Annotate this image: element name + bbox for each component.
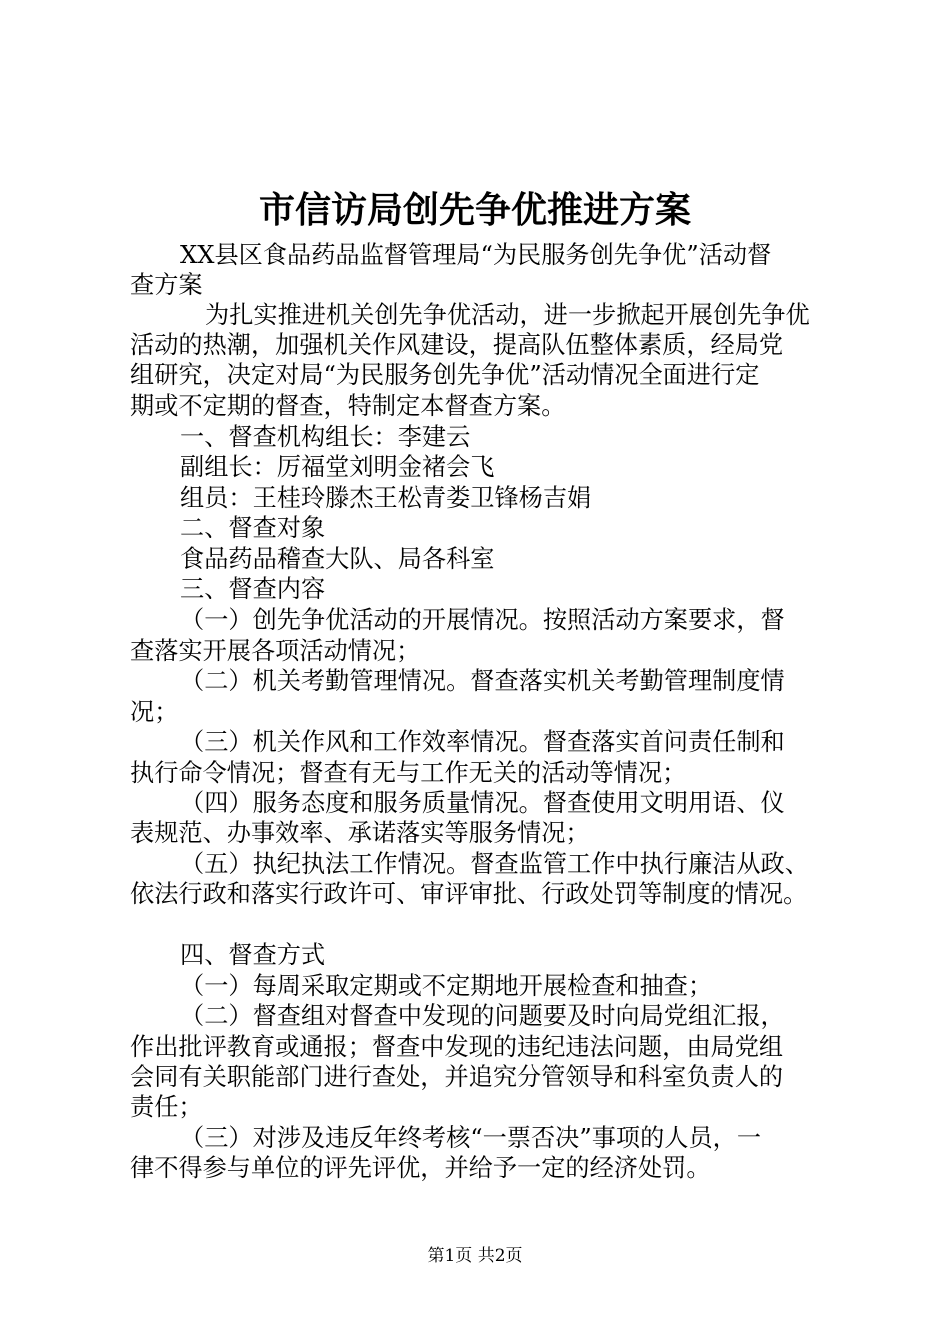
body-line: （五）执纪执法工作情况。督查监管工作中执行廉洁从政、 bbox=[180, 850, 809, 878]
body-line: 二、督查对象 bbox=[180, 514, 326, 542]
page-title: 市信访局创先争优推进方案 bbox=[258, 189, 691, 231]
body-line: 依法行政和落实行政许可、审评审批、行政处罚等制度的情况。 bbox=[130, 880, 808, 908]
body-line: 查方案 bbox=[130, 271, 203, 299]
page-number: 第1页 共2页 bbox=[427, 1246, 523, 1266]
body-line: （一）创先争优活动的开展情况。按照活动方案要求，督 bbox=[180, 606, 785, 634]
body-line: 组员：王桂玲滕杰王松青娄卫锋杨吉娟 bbox=[180, 484, 592, 512]
body-line: （二）督查组对督查中发现的问题要及时向局党组汇报， bbox=[180, 1002, 785, 1030]
body-line: 责任； bbox=[130, 1093, 203, 1121]
body-line: 副组长：厉福堂刘明金褚会飞 bbox=[180, 453, 495, 481]
body-line: 表规范、办事效率、承诺落实等服务情况； bbox=[130, 819, 590, 847]
body-line: 律不得参与单位的评先评优，并给予一定的经济处罚。 bbox=[130, 1154, 711, 1182]
body-line: 查落实开展各项活动情况； bbox=[130, 637, 421, 665]
body-line: 期或不定期的督查，特制定本督查方案。 bbox=[130, 392, 566, 420]
body-line: 为扎实推进机关创先争优活动，进一步掀起开展创先争优 bbox=[205, 301, 810, 329]
body-line: 会同有关职能部门进行查处，并追究分管领导和科室负责人的 bbox=[130, 1063, 784, 1091]
body-line: 作出批评教育或通报；督查中发现的违纪违法问题，由局党组 bbox=[130, 1033, 784, 1061]
body-line: 况； bbox=[130, 698, 179, 726]
body-line: （二）机关考勤管理情况。督查落实机关考勤管理制度情 bbox=[180, 667, 785, 695]
body-line: 食品药品稽查大队、局各科室 bbox=[180, 545, 495, 573]
body-line: 活动的热潮，加强机关作风建设，提高队伍整体素质，经局党 bbox=[130, 331, 784, 359]
body-line: 三、督查内容 bbox=[180, 575, 326, 603]
body-line: 执行命令情况；督查有无与工作无关的活动等情况； bbox=[130, 759, 687, 787]
body-line: （三）对涉及违反年终考核“一票否决”事项的人员，一 bbox=[180, 1124, 762, 1152]
body-line: 一、督查机构组长：李建云 bbox=[180, 423, 471, 451]
body-line: （三）机关作风和工作效率情况。督查落实首问责任制和 bbox=[180, 728, 785, 756]
body-line: 四、督查方式 bbox=[180, 941, 326, 969]
body-line: 组研究，决定对局“为民服务创先争优”活动情况全面进行定 bbox=[130, 361, 760, 389]
body-line: XX县区食品药品监督管理局“为民服务创先争优”活动督 bbox=[180, 241, 772, 269]
body-line: （四）服务态度和服务质量情况。督查使用文明用语、仪 bbox=[180, 789, 785, 817]
body-line: （一）每周采取定期或不定期地开展检查和抽查； bbox=[180, 972, 713, 1000]
